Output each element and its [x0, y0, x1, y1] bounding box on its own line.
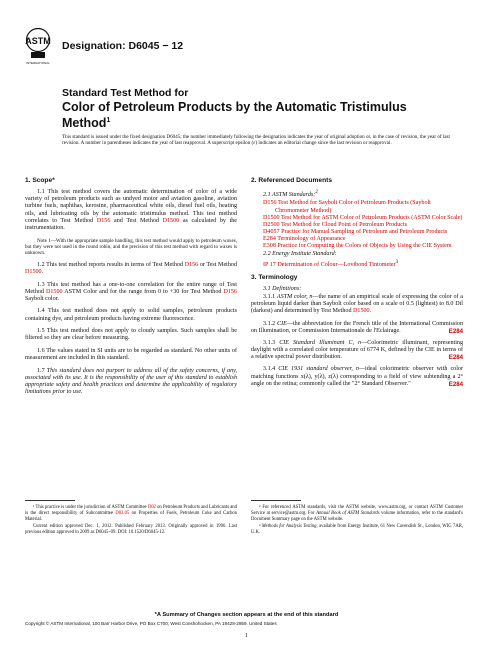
scope-heading: 1. Scope* [25, 177, 55, 184]
link-d02-05[interactable]: D02.05 [115, 510, 130, 516]
summary-of-changes-note: *A Summary of Changes section appears at the end of this standard [154, 612, 339, 618]
note-1: Note 1—With the appropriate sample handling, this test method would apply to petroleum waxes, but they were not used in the round robin, and the precision of this test method with regard to waxes is unknown. [25, 237, 237, 256]
issued-statement: This standard is issued under the fixed designation D6045; the number immediately following the designation indicates the year of original adoption or, in the case of revision, the year of last revision. A number in parentheses indicates the year of last reapproval. A superscript epsilon (ε) indicates an editorial change since the last revision or reapproval. [62, 134, 450, 147]
reference-item: E308 Practice for Computing the Colors of Objects by Using the CIE System [263, 243, 452, 250]
definition-cie: 3.1.2 CIE—the abbreviation for the French title of the International Commission on Illumination, or Commission Internationale de l'Eclairage. E284 [251, 320, 463, 335]
link-d156[interactable]: D156 [184, 261, 199, 268]
scope-1-2: 1.2 This test method reports results in terms of Test Method D156 or Test Method D1500. [25, 261, 237, 275]
designation: Designation: D6045 − 12 [62, 40, 184, 52]
scope-1-7: 1.7 This standard does not purport to address all of the safety concerns, if any, associated with its use. It is the responsibility of the user of this standard to establish appropriate safety and health practices and determine the applicability of regulatory limitations prior to use. [25, 367, 238, 396]
link-d156[interactable]: D156 [223, 288, 237, 295]
reference-item: IP 17 Determination of Colour—Lovibond Tintometer$^3$ [263, 258, 399, 268]
link-d02[interactable]: D02 [147, 505, 156, 510]
link-d156[interactable]: D156 [263, 200, 277, 207]
scope-1-4: 1.4 This test method does not apply to solid samples, petroleum products containing dye, and petroleum products having extreme fluorescence. [25, 308, 237, 322]
definition-illuminant-c: 3.1.3 CIE Standard Illuminant C, n—Colorimetric illuminant, representing daylight with a correlated color temperature of 6774 K, defined by the CIE in terms of a relative spectral power distribution. E284 [251, 339, 463, 362]
reference-list [251, 200, 463, 250]
link-e308[interactable]: E308 [263, 243, 276, 250]
footnote-2: ² For referenced ASTM standards, visit the ASTM website, www.astm.org, or contact ASTM Customer Service at service@astm.org. For Annual Book of ASTM Standards volume information, refer to the standard's Document Summary page on the ASTM website. [251, 505, 463, 522]
definition-standard-observer: 3.1.4 CIE 1931 standard observer, n—ideal colorimetric observer with color matching functions x(λ), y(λ), z(λ) corresponding to a field of view subtending a 2° angle on the retina; commonly called the "2° Standard Observer." E284 [251, 366, 463, 388]
terminology-heading: 3. Terminology [251, 273, 298, 281]
link-d156[interactable]: D156 [96, 217, 111, 224]
footnote-divider [251, 500, 301, 501]
title-line1: Standard Test Method for [62, 87, 189, 99]
footnote-1: ¹ This practice is under the jurisdiction of ASTM Committee D02 on Petroleum Products and Lubricants and is the direct responsibility of Subcommittee D02.05 on Properties of Fuels, Petroleum Coke and Carbon Material. [25, 505, 237, 522]
link-d2500[interactable]: D2500 [263, 221, 280, 228]
svg-text:ASTM: ASTM [25, 36, 51, 46]
document-title [62, 87, 442, 130]
link-e284[interactable]: E284 [448, 380, 463, 388]
link-d1500[interactable]: D1500 [162, 217, 180, 224]
link-d1500[interactable]: D1500 [25, 268, 42, 275]
link-d1500[interactable]: D1500 [45, 288, 63, 295]
definition-astm-color: 3.1.1 ASTM color, n—the name of an empirical scale of expressing the color of a petroleum liquid darker than Saybolt color based on a scale of 0.5 (lightest) to 8.0 Dil (darkest) and determined by Test Method D1500. [251, 294, 463, 315]
link-d1500[interactable]: D1500 [353, 308, 370, 315]
link-e284[interactable]: E284 [448, 354, 463, 362]
link-e284[interactable]: E284 [448, 327, 463, 335]
refs-heading: 2. Referenced Documents [251, 177, 332, 184]
energy-institute-subheading: 2.2 Energy Institute Standard: [263, 251, 337, 258]
copyright: Copyright © ASTM International, 100 Barr Harbor Drive, PO Box C700, West Conshohocken, PA 19428-2959. United States [25, 621, 277, 626]
definitions-subheading: 3.1 Definitions: [263, 285, 302, 292]
left-column [25, 177, 237, 402]
link-d1500[interactable]: D1500 [263, 214, 280, 221]
reference-item: D156 Test Method for Saybolt Color of Petroleum Products (Saybolt Chromometer Method) [263, 200, 431, 214]
reference-item: D2500 Test Method for Cloud Point of Petroleum Products [263, 221, 408, 228]
right-column [251, 177, 463, 393]
link-d4057[interactable]: D4057 [263, 228, 280, 235]
scope-1-6: 1.6 The values stated in SI units are to be regarded as standard. No other units of measurement are included in this standard. [25, 348, 237, 362]
scope-1-5: 1.5 This test method does not apply to cloudy samples. Such samples shall be filtered so they are clear before measuring. [25, 328, 237, 342]
title-line3: Method [62, 116, 107, 131]
link-e284[interactable]: E284 [263, 236, 276, 243]
scope-1-1: 1.1 This test method covers the automatic determination of color of a wide variety of petroleum products such as undyed motor and aviation gasoline, aviation turbine fuels, naphthas, kerosine, pharmaceutical white oils, diesel fuel oils, heating oils, and lubricating oils by the automatic tristimulus method. This test method correlates to Test Method D156 and Test Method D1500 as calculated by the instrumentation. [25, 189, 238, 231]
link-ip17[interactable]: IP 17 [263, 261, 276, 268]
title-footnote-mark: 1 [106, 117, 111, 124]
astm-standards-subheading: 2.1 ASTM Standards:$^2$ [263, 189, 318, 199]
reference-item: E284 Terminology of Appearance [263, 236, 346, 243]
title-line2: Color of Petroleum Products by the Automatic Tristimulus [62, 100, 407, 114]
footnotes-right [251, 505, 463, 537]
footnote-3: ³ Methods for Analysis Testing, available from Energy Institute, 61 New Cavendish St., London, WIG 7AR, U.K. [251, 523, 463, 535]
scope-1-3: 1.3 This test method has a one-to-one correlation for the entire range of Test Method D1500 ASTM Color and for the range from 0 to +30 for Test Method D156 Saybolt color. [25, 281, 237, 302]
footnote-1-edition: Current edition approved Dec. 1, 2012. Published February 2013. Originally approved in 1996. Last previous edition approved in 2009 as D6045–09. DOI: 10.1520/D6045-12. [25, 523, 237, 535]
footnotes-left [25, 505, 237, 537]
astm-logo [25, 28, 51, 66]
svg-text:INTERNATIONAL: INTERNATIONAL [26, 61, 50, 65]
reference-item: D1500 Test Method for ASTM Color of Petroleum Products (ASTM Color Scale) [263, 214, 463, 221]
reference-item: D4057 Practice for Manual Sampling of Petroleum and Petroleum Products [263, 228, 448, 235]
footnote-divider [25, 500, 75, 501]
page-number: 1 [245, 633, 248, 639]
